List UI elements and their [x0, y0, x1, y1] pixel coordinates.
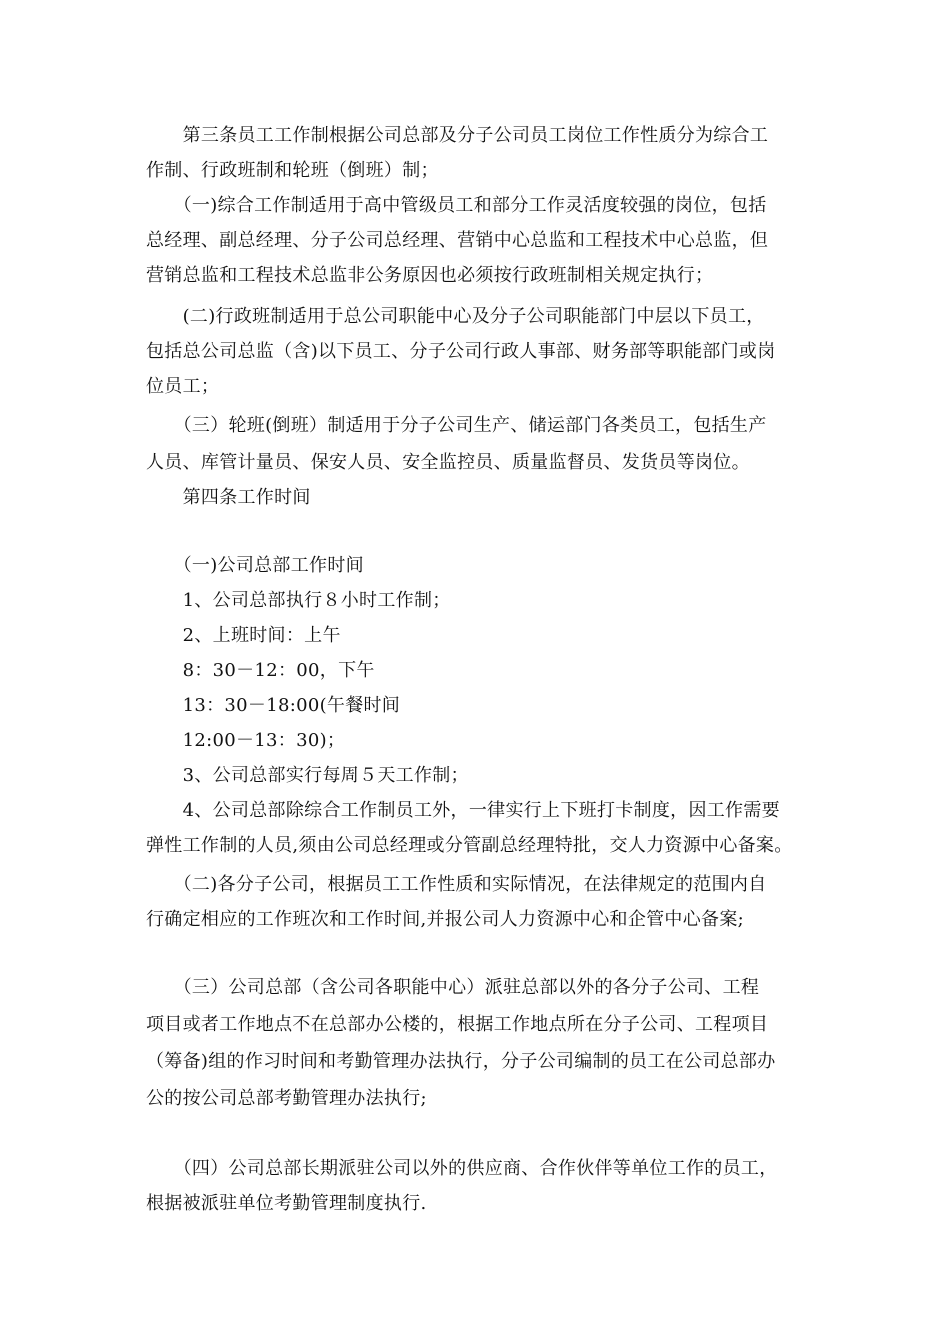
text-line: （筹备)组的作习时间和考勤管理办法执行，分子公司编制的员工在公司总部办	[146, 1051, 776, 1072]
text-line: 包括总公司总监（含)以下员工、分子公司行政人事部、财务部等职能部门或岗	[146, 341, 776, 362]
text-line: （一)公司总部工作时间	[146, 555, 364, 576]
text-line: 行确定相应的工作班次和工作时间,并报公司人力资源中心和企管中心备案;	[146, 909, 744, 930]
text-line: 人员、库管计量员、保安人员、安全监控员、质量监督员、发货员等岗位。	[146, 452, 750, 473]
text-line: 公的按公司总部考勤管理办法执行;	[146, 1088, 427, 1109]
text-line: 第四条工作时间	[146, 487, 311, 508]
text-line: 第三条员工工作制根据公司总部及分子公司员工岗位工作性质分为综合工	[146, 125, 769, 146]
text-line: （一)综合工作制适用于高中管级员工和部分工作灵活度较强的岗位，包括	[146, 195, 767, 216]
text-line: 3、公司总部实行每周５天工作制；	[146, 765, 469, 786]
text-line: 营销总监和工程技术总监非公务原因也必须按行政班制相关规定执行；	[146, 265, 714, 286]
text-line: 根据被派驻单位考勤管理制度执行.	[146, 1193, 427, 1214]
text-line: 弹性工作制的人员,须由公司总经理或分管副总经理特批，交人力资源中心备案。	[146, 835, 793, 856]
text-line: （三）公司总部（含公司各职能中心）派驻总部以外的各分子公司、工程	[146, 977, 760, 998]
text-line: 8：30－12：00，下午	[146, 660, 375, 681]
text-line: （三）轮班(倒班）制适用于分子公司生产、储运部门各类员工，包括生产	[146, 415, 767, 436]
text-line: 13：30－18:00(午餐时间	[146, 695, 401, 716]
text-line: 4、公司总部除综合工作制员工外，一律实行上下班打卡制度，因工作需要	[146, 800, 780, 821]
text-line: 位员工；	[146, 376, 220, 397]
text-line: （四）公司总部长期派驻公司以外的供应商、合作伙伴等单位工作的员工，	[146, 1158, 778, 1179]
text-line: 项目或者工作地点不在总部办公楼的，根据工作地点所在分子公司、工程项目	[146, 1014, 769, 1035]
text-line: 作制、行政班制和轮班（倒班）制；	[146, 160, 439, 181]
text-line: 12:00－13：30)；	[146, 730, 346, 751]
text-line: （二)各分子公司，根据员工工作性质和实际情况，在法律规定的范围内自	[146, 874, 767, 895]
text-line: 2、上班时间：上午	[146, 625, 341, 646]
text-line: (二)行政班制适用于总公司职能中心及分子公司职能部门中层以下员工，	[146, 306, 765, 327]
text-line: 总经理、副总经理、分子公司总经理、营销中心总监和工程技术中心总监，但	[146, 230, 769, 251]
text-line: 1、公司总部执行８小时工作制；	[146, 590, 451, 611]
